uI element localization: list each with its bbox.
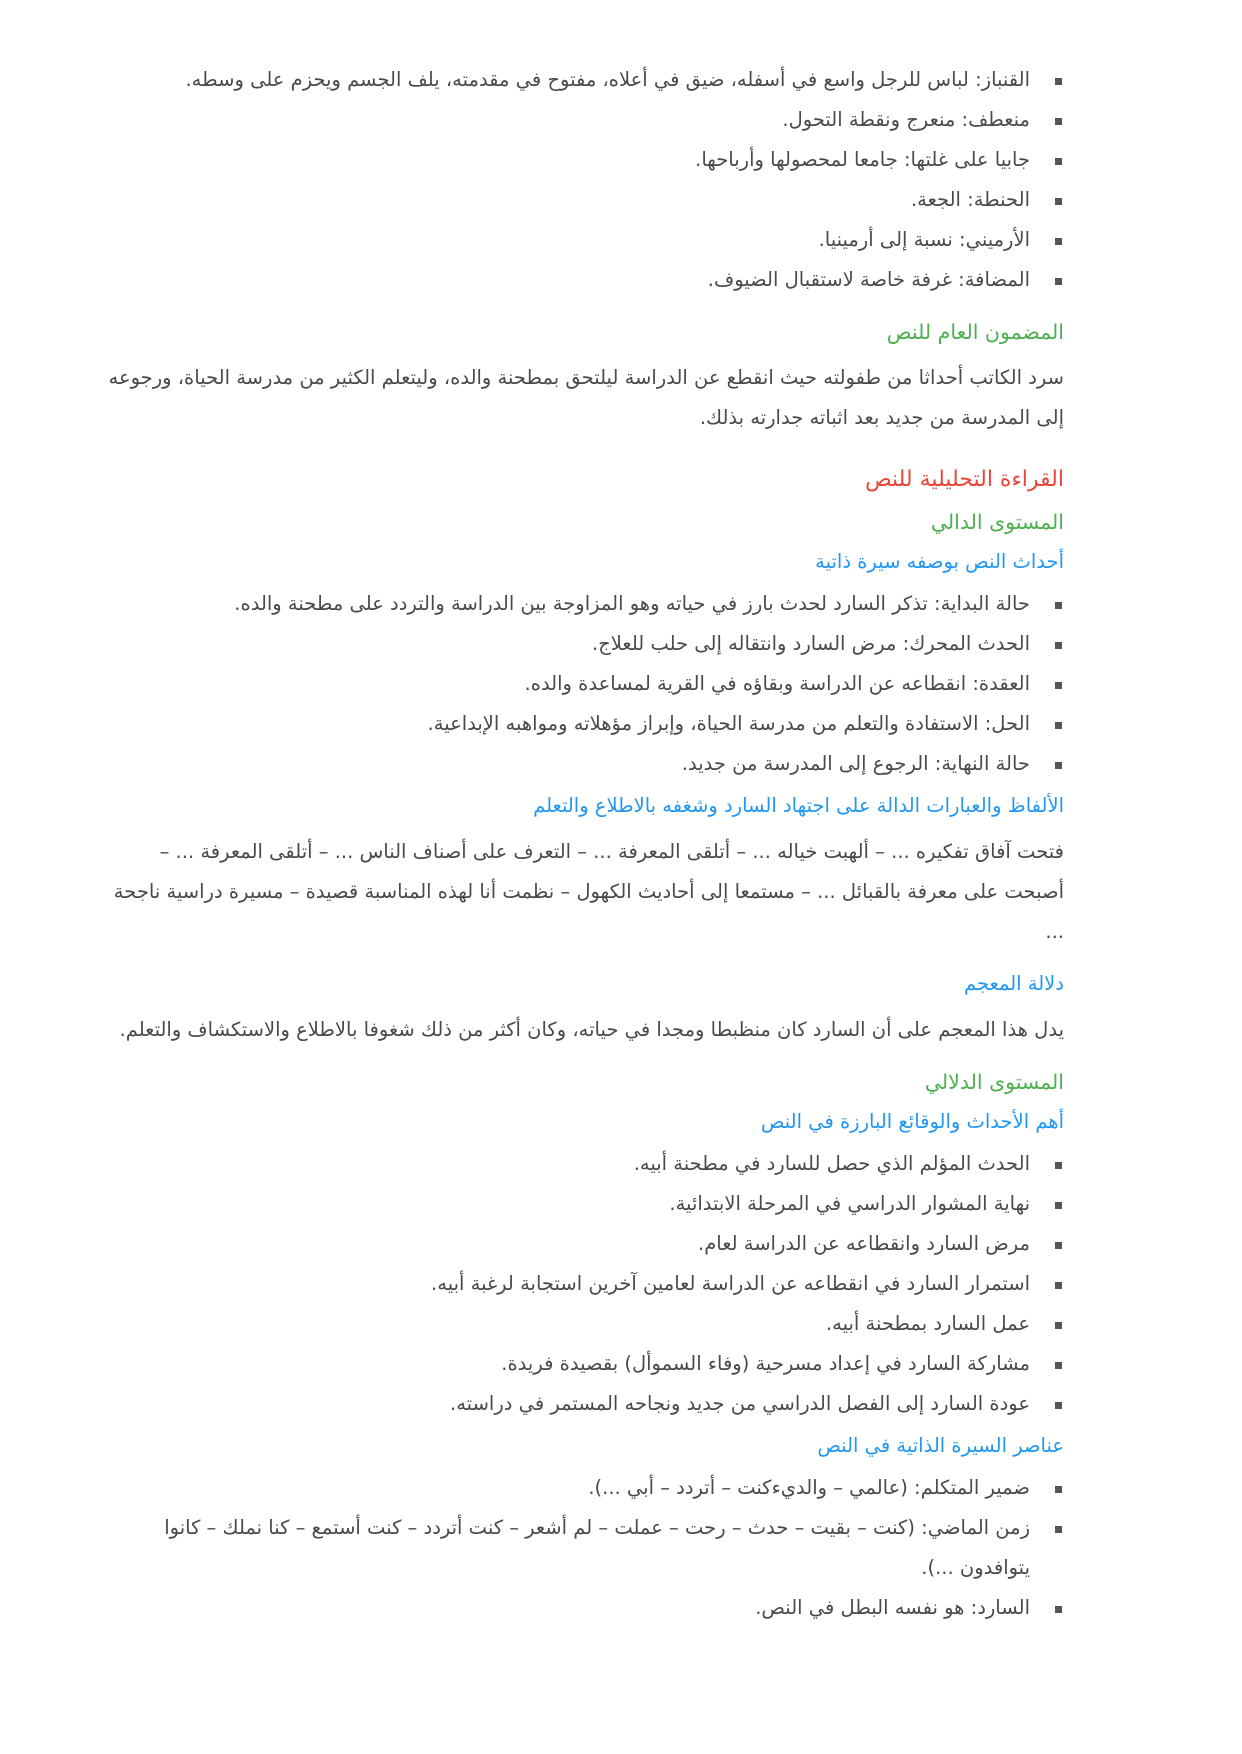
lexicon-heading: دلالة المعجم — [963, 972, 1064, 995]
list-item: نهاية المشوار الدراسي في المرحلة الابتدائية. — [100, 1184, 1064, 1224]
list-item: العقدة: انقطاعه عن الدراسة وبقاؤه في القرية لمساعدة والده. — [100, 664, 1064, 704]
list-item: مشاركة السارد في إعداد مسرحية (وفاء السموأل) بقصيدة فريدة. — [100, 1344, 1064, 1384]
key-events-heading: أهم الأحداث والوقائع البارزة في النص — [760, 1110, 1064, 1133]
list-item: مرض السارد وانقطاعه عن الدراسة لعام. — [100, 1224, 1064, 1264]
autobio-list — [100, 1468, 1064, 1628]
autobio-heading: عناصر السيرة الذاتية في النص — [817, 1434, 1064, 1457]
words-text: فتحت آفاق تفكيره ... – ألهبت خياله ... – أتلقى المعرفة ... – التعرف على أصناف الناس ... – أتلقى المعرفة ... – أصبحت على معرفة بالقبائل ... – مستمعا إلى أحاديث الكهول – نظمت أنا لهذه المناسبة قصيدة – مسيرة دراسية ناجحة ... — [113, 840, 1064, 943]
list-item: المضافة: غرفة خاصة لاستقبال الضيوف. — [100, 260, 1064, 300]
list-item: استمرار السارد في انقطاعه عن الدراسة لعامين آخرين استجابة لرغبة أبيه. — [100, 1264, 1064, 1304]
general-content-heading: المضمون العام للنص — [886, 320, 1064, 344]
list-item: الحدث المؤلم الذي حصل للسارد في مطحنة أبيه. — [100, 1144, 1064, 1184]
list-item: عمل السارد بمطحنة أبيه. — [100, 1304, 1064, 1344]
list-item: منعطف: منعرج ونقطة التحول. — [100, 100, 1064, 140]
dalali-level-heading: المستوى الدالي — [930, 510, 1064, 534]
general-content-text: سرد الكاتب أحداثا من طفولته حيث انقطع عن الدراسة ليلتحق بمطحنة والده، وليتعلم الكثير من مدرسة الحياة، ورجوعه إلى المدرسة من جديد بعد اثباته جدارته بذلك. — [108, 366, 1064, 429]
list-item: الأرميني: نسبة إلى أرمينيا. — [100, 220, 1064, 260]
vocabulary-list — [100, 60, 1064, 300]
list-item: حالة البداية: تذكر السارد لحدث بارز في حياته وهو المزاوجة بين الدراسة والتردد على مطحنة والده. — [100, 584, 1064, 624]
list-item: الحل: الاستفادة والتعلم من مدرسة الحياة، وإبراز مؤهلاته ومواهبه الإبداعية. — [100, 704, 1064, 744]
list-item: زمن الماضي: (كنت – بقيت – حدث – رحت – عملت – لم أشعر – كنت أتردد – كنت أستمع – كنا نملك – كانوا يتوافدون ...). — [100, 1508, 1064, 1588]
list-item: السارد: هو نفسه البطل في النص. — [100, 1588, 1064, 1628]
list-item: حالة النهاية: الرجوع إلى المدرسة من جديد. — [100, 744, 1064, 784]
lexicon-text: يدل هذا المعجم على أن السارد كان منظبطا ومجدا في حياته، وكان أكثر من ذلك شغوفا بالاطلاع والاستكشاف والتعلم. — [119, 1018, 1064, 1041]
analytical-reading-heading: القراءة التحليلية للنص — [865, 467, 1064, 492]
list-item: ضمير المتكلم: (عالمي – والديءكنت – أتردد – أبي ...). — [100, 1468, 1064, 1508]
dalali2-level-heading: المستوى الدلالي — [924, 1070, 1064, 1094]
words-heading: الألفاظ والعبارات الدالة على اجتهاد السارد وشغفه بالاطلاع والتعلم — [533, 794, 1064, 817]
list-item: جابيا على غلتها: جامعا لمحصولها وأرباحها. — [100, 140, 1064, 180]
key-events-list — [100, 1144, 1064, 1424]
list-item: القنباز: لباس للرجل واسع في أسفله، ضيق في أعلاه، مفتوح في مقدمته، يلف الجسم ويحزم على وسطه. — [100, 60, 1064, 100]
list-item: الحدث المحرك: مرض السارد وانتقاله إلى حلب للعلاج. — [100, 624, 1064, 664]
events-list — [100, 584, 1064, 784]
list-item: عودة السارد إلى الفصل الدراسي من جديد ونجاحه المستمر في دراسته. — [100, 1384, 1064, 1424]
list-item: الحنطة: الجعة. — [100, 180, 1064, 220]
events-heading: أحداث النص بوصفه سيرة ذاتية — [815, 550, 1064, 573]
document-content — [100, 60, 1064, 1628]
